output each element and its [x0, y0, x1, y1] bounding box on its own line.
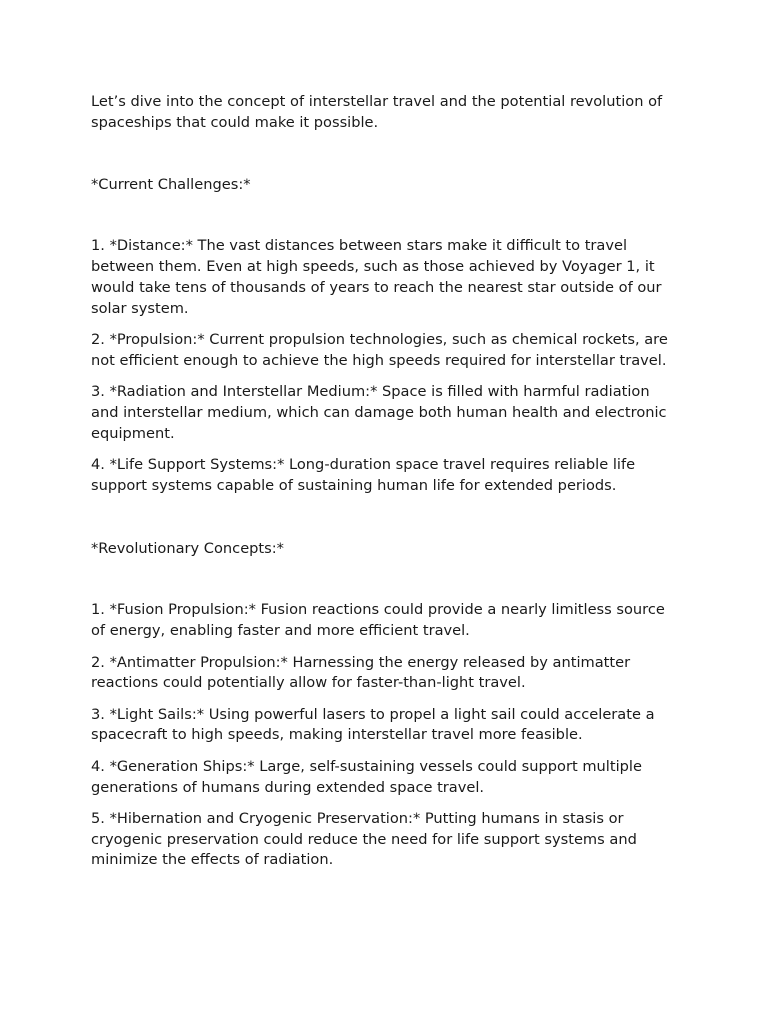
intro-paragraph: Let’s dive into the concept of interstellar travel and the potential revolution of spaceships that could make it possible.: [91, 93, 663, 131]
challenge-item: 3. *Radiation and Interstellar Medium:* Space is filled with harmful radiation and interstellar medium, which can damage both human health and electronic equipment.: [91, 383, 667, 442]
challenge-item: 4. *Life Support Systems:* Long-duration space travel requires reliable life support systems capable of sustaining human life for extended periods.: [91, 456, 636, 494]
concepts-heading: *Revolutionary Concepts:*: [91, 539, 284, 557]
concept-item: 5. *Hibernation and Cryogenic Preservation:* Putting humans in stasis or cryogenic preservation could reduce the need for life support systems and minimize the effects of radiation.: [91, 809, 637, 869]
challenges-heading: *Current Challenges:*: [91, 175, 251, 193]
challenge-item: 2. *Propulsion:* Current propulsion technologies, such as chemical rockets, are not efficient enough to achieve the high speeds required for interstellar travel.: [91, 331, 668, 369]
concept-item: 4. *Generation Ships:* Large, self-sustaining vessels could support multiple generations of humans during extended space travel.: [91, 757, 642, 796]
concept-item: 1. *Fusion Propulsion:* Fusion reactions could provide a nearly limitless source of energy, enabling faster and more efficient travel.: [91, 601, 665, 640]
concept-item: 2. *Antimatter Propulsion:* Harnessing the energy released by antimatter reactions could potentially allow for faster-than-light travel.: [91, 653, 631, 692]
concept-item: 3. *Light Sails:* Using powerful lasers to propel a light sail could accelerate a spacecraft to high speeds, making interstellar travel more feasible.: [91, 705, 655, 744]
document-page: [91, 92, 681, 882]
challenge-item: 1. *Distance:* The vast distances between stars make it difficult to travel between them. Even at high speeds, such as those achieved by Voyager 1, it would take tens of thousands of years to reach the nearest star outside of our solar system.: [91, 237, 662, 317]
